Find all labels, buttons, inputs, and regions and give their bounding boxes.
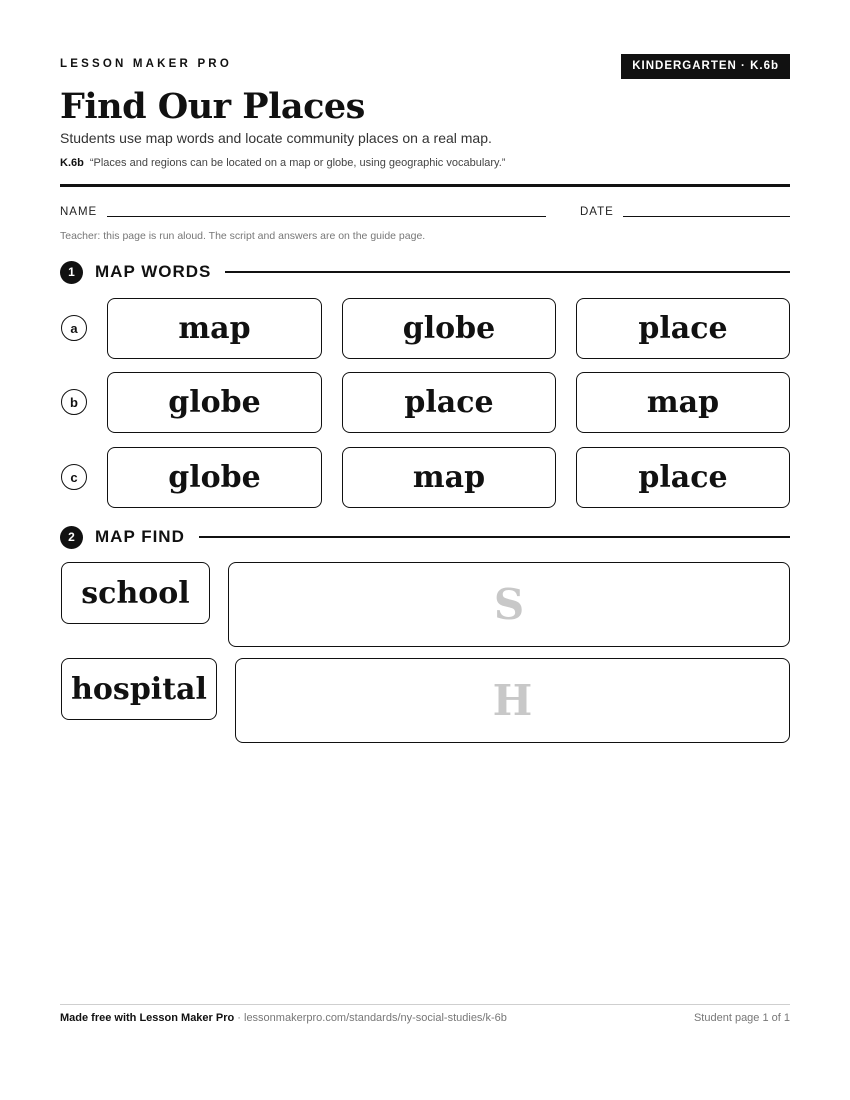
section-map-find-header [60, 525, 790, 549]
place-answer-box-hospital[interactable] [235, 658, 790, 743]
place-letter-hint: S [493, 580, 525, 629]
word-card[interactable]: globe [107, 447, 322, 508]
footer-made-with: Made free with Lesson Maker Pro [60, 1012, 235, 1024]
name-label: NAME [60, 206, 98, 218]
word-card[interactable]: map [107, 298, 322, 359]
word-card[interactable]: place [342, 372, 556, 433]
date-field[interactable] [623, 216, 790, 217]
word-card[interactable]: place [576, 298, 790, 359]
place-label-hospital: hospital [61, 658, 217, 720]
teacher-note: Teacher: this page is run aloud. The script and answers are on the guide page. [60, 230, 426, 242]
footer-credit [60, 1012, 507, 1024]
word-card[interactable]: map [342, 447, 556, 508]
footer-separator: · [234, 1012, 244, 1024]
footer-divider [60, 1004, 790, 1005]
standard-line [60, 157, 505, 169]
word-card[interactable]: globe [107, 372, 322, 433]
section-number: 2 [60, 526, 83, 549]
row-letter-a: a [61, 315, 87, 341]
word-card[interactable]: map [576, 372, 790, 433]
grade-badge: KINDERGARTEN · K.6b [621, 54, 790, 79]
section-title: MAP WORDS [95, 262, 212, 281]
header-divider [60, 184, 790, 187]
page-title: Find Our Places [60, 86, 365, 127]
section-divider [225, 271, 790, 273]
standard-text: “Places and regions can be located on a map or globe, using geographic vocabulary.” [89, 157, 506, 169]
row-letter-b: b [61, 389, 87, 415]
section-number: 1 [60, 261, 83, 284]
footer-url[interactable]: lessonmakerpro.com/standards/ny-social-studies/k-6b [244, 1012, 507, 1024]
name-field[interactable] [107, 216, 546, 217]
standard-code: K.6b [60, 157, 84, 169]
brand-name: LESSON MAKER PRO [60, 58, 232, 70]
date-label: DATE [580, 206, 614, 218]
page-subtitle: Students use map words and locate community places on a real map. [60, 130, 492, 146]
place-letter-hint: H [492, 676, 533, 725]
section-divider [199, 536, 790, 538]
row-letter-c: c [61, 464, 87, 490]
place-label-school: school [61, 562, 210, 624]
section-title: MAP FIND [95, 527, 185, 546]
footer-page-number: Student page 1 of 1 [693, 1012, 790, 1024]
place-answer-box-school[interactable] [228, 562, 790, 647]
word-card[interactable]: globe [342, 298, 556, 359]
word-card[interactable]: place [576, 447, 790, 508]
section-map-words-header [60, 260, 790, 284]
